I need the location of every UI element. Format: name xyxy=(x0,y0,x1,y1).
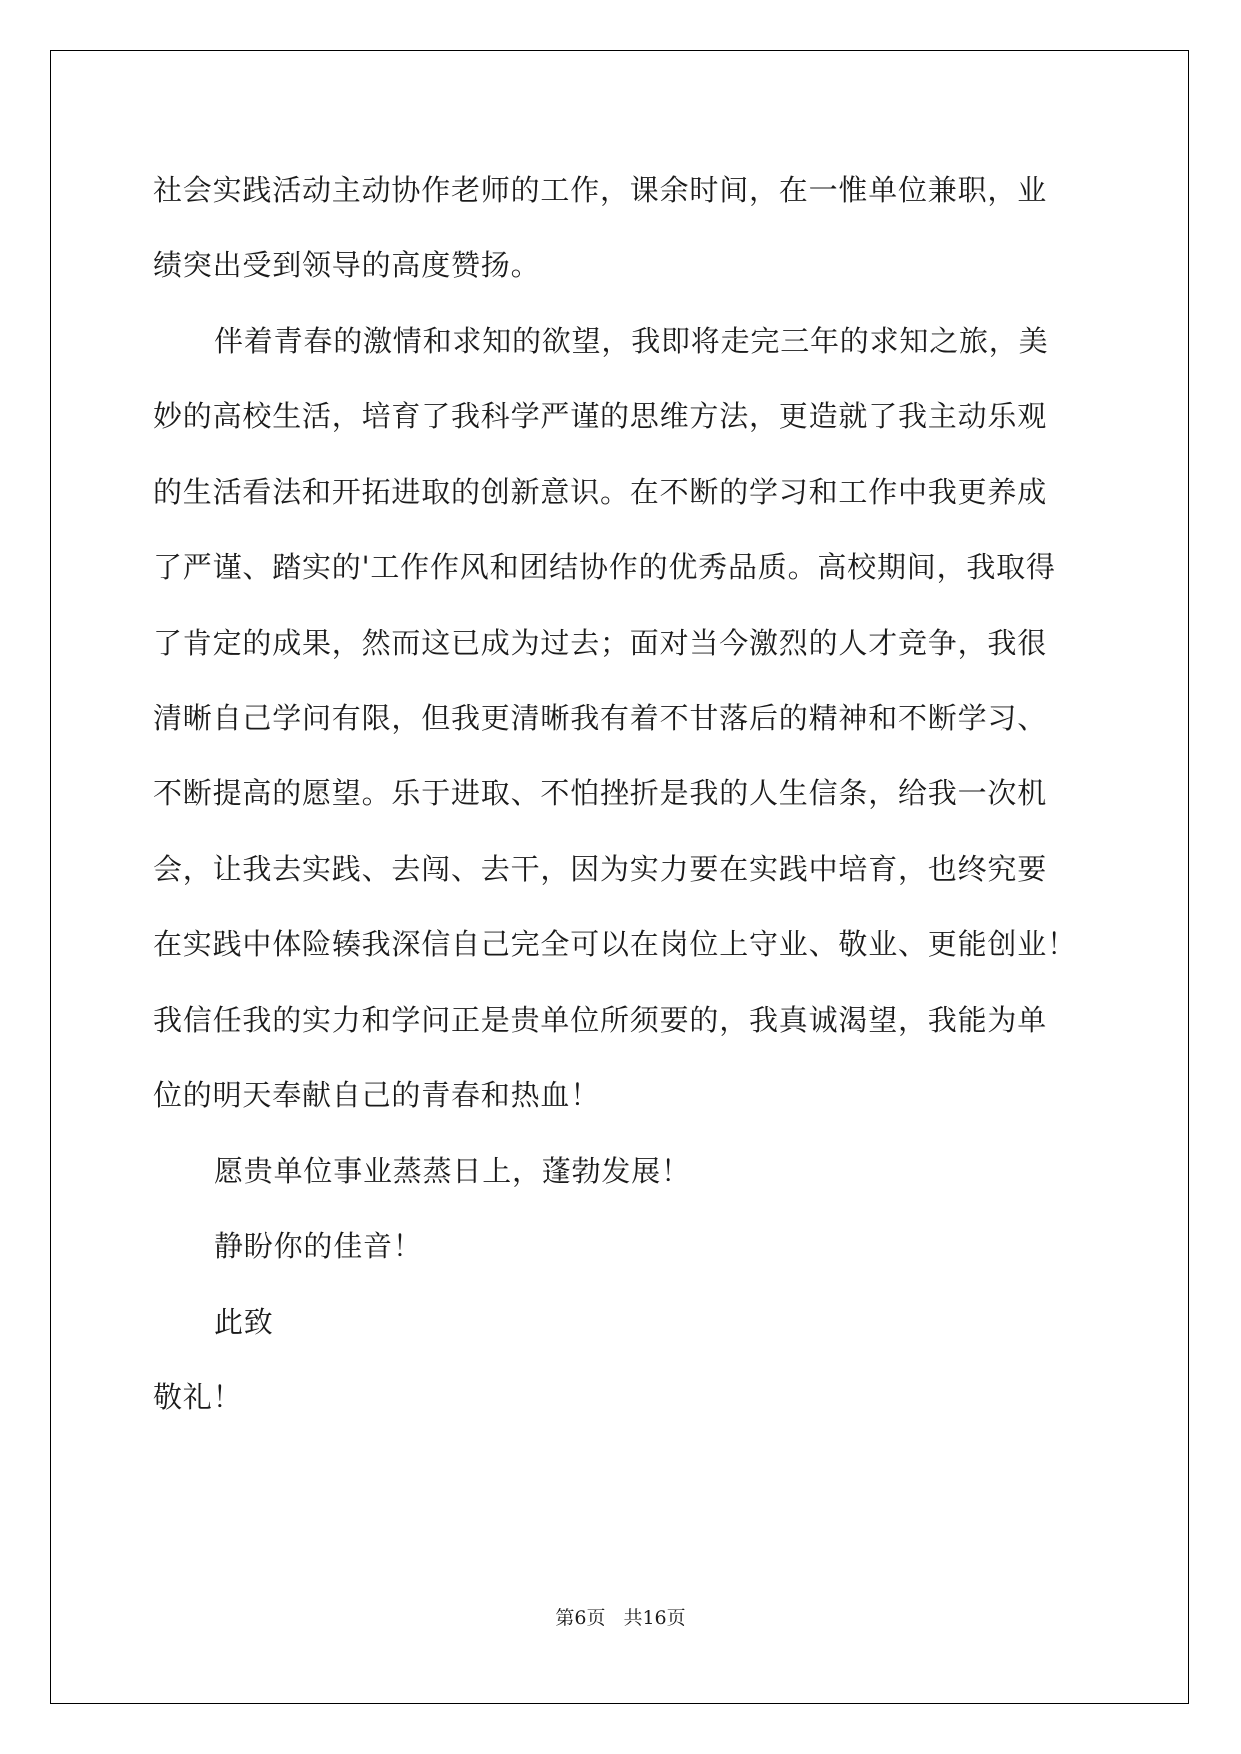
body-line: 我信任我的实力和学问正是贵单位所须要的，我真诚渴望，我能为单 xyxy=(153,1003,1048,1037)
closing-wish: 愿贵单位事业蒸蒸日上，蓬勃发展！ xyxy=(214,1154,691,1188)
salutation-cizhi: 此致 xyxy=(214,1305,274,1339)
salutation-jingli: 敬礼！ xyxy=(153,1380,243,1414)
body-line: 伴着青春的激情和求知的欲望，我即将走完三年的求知之旅，美 xyxy=(214,324,1049,358)
body-line: 了肯定的成果，然而这已成为过去；面对当今激烈的人才竞争，我很 xyxy=(153,626,1048,660)
body-line: 清晰自己学问有限，但我更清晰我有着不甘落后的精神和不断学习、 xyxy=(153,701,1048,735)
body-line: 妙的高校生活，培育了我科学严谨的思维方法，更造就了我主动乐观 xyxy=(153,399,1048,433)
page-footer xyxy=(0,1606,1241,1630)
closing-await: 静盼你的佳音！ xyxy=(214,1229,423,1263)
body-line: 会，让我去实践、去闯、去干，因为实力要在实践中培育，也终究要 xyxy=(153,852,1048,886)
body-line: 绩突出受到领导的高度赞扬。 xyxy=(153,248,541,282)
body-line: 位的明天奉献自己的青春和热血！ xyxy=(153,1078,601,1112)
page-number: 第6页 xyxy=(555,1607,606,1629)
body-line: 的生活看法和开拓进取的创新意识。在不断的学习和工作中我更养成 xyxy=(153,475,1048,509)
body-line: 社会实践活动主动协作老师的工作，课余时间，在一惟单位兼职，业 xyxy=(153,173,1048,207)
body-line: 了严谨、踏实的'工作作风和团结协作的优秀品质。高校期间，我取得 xyxy=(153,550,1056,584)
body-line: 不断提高的愿望。乐于进取、不怕挫折是我的人生信条，给我一次机 xyxy=(153,776,1048,810)
page-total: 共16页 xyxy=(623,1607,686,1629)
body-line: 在实践中体险辏我深信自己完全可以在岗位上守业、敬业、更能创业！ xyxy=(153,927,1077,961)
